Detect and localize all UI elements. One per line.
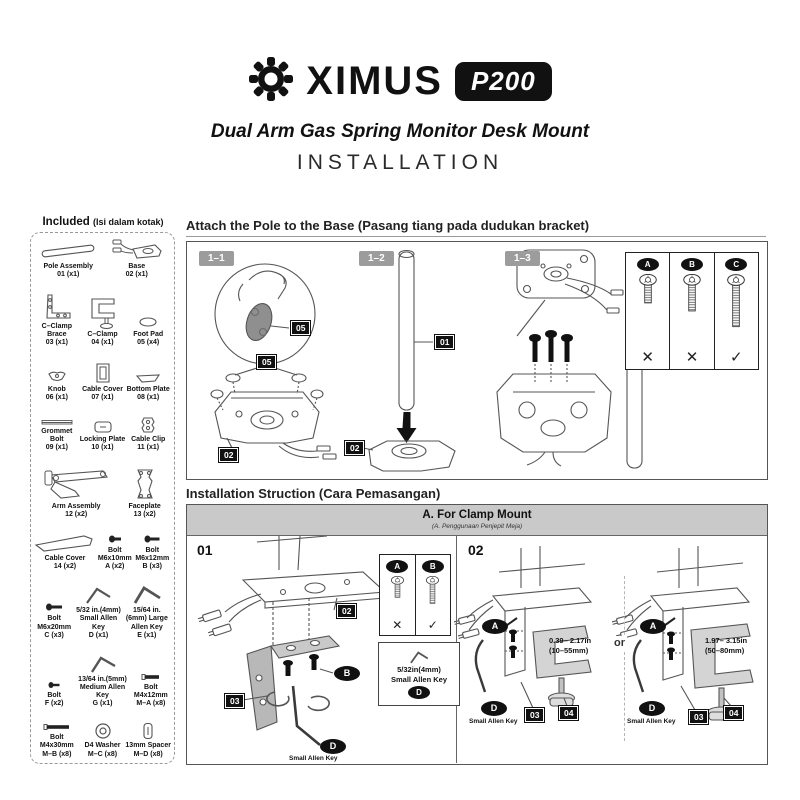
- part-name: Bolt M6x10mm: [97, 547, 132, 563]
- bolt-a-icon: [390, 576, 405, 604]
- cross-mark-icon: ✕: [685, 349, 699, 366]
- cross-mark-icon: ✕: [641, 349, 654, 366]
- clamp-range-label: [549, 636, 591, 656]
- allen-key-callout: D: [639, 701, 665, 716]
- bolt-f-icon: [47, 680, 61, 690]
- cable-callout: A: [640, 619, 666, 634]
- part-name: Cable Clip: [131, 436, 166, 444]
- allen-key-name: Small Allen Key: [391, 674, 447, 684]
- model-badge: P200: [455, 62, 552, 101]
- bolt-mb-icon: [42, 722, 72, 732]
- part-qty: 08 (x1): [137, 393, 160, 401]
- document-type: INSTALLATION: [296, 151, 504, 174]
- or-label: or: [614, 637, 625, 649]
- part-qty: M–C (x8): [87, 750, 118, 758]
- product-title: Dual Arm Gas Spring Monitor Desk Mount: [210, 121, 590, 142]
- part-name: Bolt M6x12mm: [135, 547, 170, 563]
- part-name: 15/64 in.(6mm) Large Allen Key: [125, 607, 168, 631]
- clamp-mount-header: [187, 505, 767, 536]
- part-bottom-plate: [125, 372, 171, 402]
- callout-brace: 03: [689, 710, 708, 724]
- bolt-a-icon: [107, 533, 123, 545]
- bolt-c-icon: [726, 274, 746, 336]
- part-bolt-f: [34, 680, 74, 708]
- range-mm: (50–80mm): [705, 645, 745, 655]
- part-name: Bolt M4x12mm: [133, 683, 168, 700]
- bolt-ma-icon: [140, 672, 162, 682]
- part-grommet-bolt: [34, 418, 80, 452]
- callout-base: 02: [337, 604, 356, 618]
- bolt-letter-badge: B: [422, 560, 444, 573]
- part-qty: G (x1): [92, 700, 113, 708]
- part-d4-washer: [80, 722, 126, 758]
- gear-logo-icon: [248, 56, 294, 107]
- step-01-number: 01: [197, 542, 213, 558]
- part-pole-assembly: [34, 239, 103, 279]
- callout-base: 02: [345, 441, 364, 455]
- part-qty: M–B (x8): [42, 750, 72, 758]
- part-qty: 14 (x2): [53, 563, 77, 571]
- part-bolt-a: [96, 533, 134, 571]
- bolt-b-icon: [143, 533, 161, 545]
- allen-key-letter-badge: D: [408, 686, 430, 699]
- small-allen-key-icon: [83, 585, 113, 605]
- part-qty: 13 (x2): [133, 510, 156, 518]
- bolt-check-col-b: [415, 555, 451, 635]
- part-qty: E (x1): [137, 631, 157, 639]
- part-c-clamp-brace: [34, 293, 80, 347]
- part-qty: D (x1): [88, 631, 109, 639]
- part-arm-assembly: [34, 467, 118, 519]
- variant-divider: [624, 576, 625, 741]
- callout-brace: 03: [225, 694, 244, 708]
- bolt-letter-badge: A: [386, 560, 408, 573]
- part-name: 5/32 in.(4mm) Small Allen Key: [76, 607, 121, 631]
- bolt-b-icon: [425, 576, 440, 610]
- parts-row: [34, 722, 171, 758]
- included-title: [30, 216, 176, 228]
- check-mark-icon: ✓: [730, 349, 743, 366]
- callout-clamp: 04: [559, 706, 578, 720]
- step-badge-1-2: 1–2: [359, 251, 394, 266]
- bolt-check-col-a: [626, 253, 669, 369]
- cross-mark-icon: ✕: [392, 618, 403, 632]
- part-qty: 01 (x1): [57, 271, 80, 279]
- parts-row: [34, 362, 171, 402]
- allen-key-label: Small Allen Key: [469, 718, 518, 725]
- range-mm: (10–55mm): [549, 645, 589, 655]
- part-name: 13mm Spacer: [125, 742, 171, 750]
- check-mark-icon: ✓: [427, 618, 438, 632]
- bolt-letter-badge: B: [681, 258, 703, 271]
- large-allen-key-icon: [131, 585, 163, 605]
- bolt-check-col-b: [669, 253, 713, 369]
- callout-pole: 01: [435, 335, 454, 349]
- bolt-check-box-ab: [379, 554, 451, 636]
- part-knob: [34, 370, 80, 402]
- part-qty: 05 (x4): [137, 339, 160, 347]
- allen-key-box: [378, 642, 460, 706]
- part-name: Cable Cover: [82, 385, 123, 393]
- part-name: Bolt M6x20mm: [37, 615, 72, 631]
- part-name: C–Clamp: [87, 331, 118, 339]
- part-qty: 06 (x1): [45, 393, 68, 401]
- part-cable-clip: [125, 416, 171, 452]
- part-qty: 11 (x1): [137, 444, 160, 452]
- included-parts-box: [30, 232, 175, 764]
- part-large-allen-key: [123, 585, 171, 640]
- parts-row: [34, 585, 171, 640]
- clamp-mount-panel: [186, 504, 768, 765]
- part-name: Bolt: [47, 692, 61, 700]
- part-name: Bolt M4x30mm: [39, 734, 74, 750]
- d4-washer-icon: [94, 722, 112, 740]
- part-qty: A (x2): [105, 563, 125, 571]
- part-name: D4 Washer: [84, 742, 121, 750]
- locking-plate-icon: [92, 420, 114, 434]
- arm-assembly-icon: [41, 467, 111, 501]
- part-name: Base: [128, 263, 146, 270]
- part-qty: 10 (x1): [91, 444, 114, 452]
- bolt-check-box: [625, 252, 759, 370]
- bottom-plate-icon: [135, 372, 161, 384]
- part-locking-plate: [80, 420, 126, 452]
- range-inches: 0.39– 2.17in: [549, 636, 592, 645]
- callout-brace: 03: [525, 708, 544, 722]
- bolt-letter-badge: C: [725, 258, 747, 271]
- included-title-main: Included: [42, 216, 90, 228]
- part-faceplate: [118, 467, 171, 519]
- part-bolt-ma: [131, 672, 171, 708]
- part-base: [103, 237, 172, 279]
- part-name: C–Clamp Brace: [41, 323, 72, 339]
- c-clamp-brace-icon: [42, 293, 72, 321]
- c-clamp-icon: [88, 295, 118, 329]
- allen-key-size: 5/32in(4mm): [397, 664, 441, 674]
- parts-row: [34, 293, 171, 347]
- part-cable-cover: [80, 362, 126, 402]
- part-qty: 03 (x1): [45, 339, 68, 347]
- medium-allen-key-icon: [88, 654, 118, 674]
- part-qty: 02 (x1): [125, 271, 148, 279]
- allen-key-callout: D: [320, 739, 346, 754]
- brand-logo: [0, 56, 800, 107]
- part-bolt-b: [134, 533, 172, 571]
- pole-section-title: Attach the Pole to the Base (Pasang tiang pada dudukan bracket): [186, 218, 590, 233]
- part-qty: C (x3): [44, 631, 64, 639]
- part-qty: 04 (x1): [91, 339, 114, 347]
- bolt-check-col-c: [714, 253, 758, 369]
- part-qty: F (x2): [44, 700, 64, 708]
- step-badge-1-1: 1–1: [199, 251, 234, 266]
- parts-row: [34, 416, 171, 452]
- included-title-sub: (Isi dalam kotak): [92, 217, 164, 227]
- cable-cover-long-icon: [34, 533, 96, 553]
- base-icon: [111, 237, 163, 261]
- bolt-b-icon: [682, 274, 702, 320]
- bolt-check-col-a: [380, 555, 415, 635]
- part-qty: 07 (x1): [91, 393, 114, 401]
- part-name: Grommet Bolt: [41, 428, 73, 444]
- parts-row: [34, 654, 171, 709]
- range-inches: 1.97– 3.15in: [705, 636, 748, 645]
- part-qty: 12 (x2): [65, 510, 88, 518]
- clamp-mount-title: A. For Clamp Mount: [422, 509, 532, 522]
- knob-icon: [46, 370, 68, 384]
- allen-key-icon: [408, 649, 430, 665]
- part-name: Foot Pad: [133, 331, 164, 339]
- part-foot-pad: [125, 315, 171, 347]
- callout-foot-pad: 05: [257, 355, 276, 369]
- grommet-bolt-icon: [40, 418, 74, 426]
- part-qty: 09 (x1): [45, 444, 68, 452]
- part-bolt-c: [34, 601, 74, 639]
- foot-pad-icon: [137, 315, 159, 329]
- clamp-mount-body: [187, 536, 767, 763]
- pole-section-panel: [186, 241, 768, 480]
- part-name: Cable Cover: [44, 555, 86, 563]
- part-medium-allen-key: [74, 654, 130, 709]
- faceplate-icon: [130, 467, 160, 501]
- allen-key-label: Small Allen Key: [627, 718, 676, 725]
- callout-foot-pad: 05: [291, 321, 310, 335]
- bolt-a-icon: [638, 274, 658, 312]
- brand-name: XIMUS: [306, 59, 443, 103]
- parts-row: [34, 533, 171, 571]
- part-name: Knob: [47, 385, 66, 393]
- bolt-c-icon: [45, 601, 63, 613]
- part-13mm-spacer: [125, 722, 171, 758]
- cable-cover-icon: [93, 362, 113, 384]
- spacer-icon: [142, 722, 154, 740]
- cable-callout: A: [482, 619, 508, 634]
- part-qty: M–A (x8): [136, 700, 166, 708]
- part-cable-cover-14: [34, 533, 96, 571]
- part-name: Bottom Plate: [126, 385, 170, 393]
- pole-section-divider: [186, 236, 766, 237]
- part-name: Arm Assembly: [51, 502, 101, 510]
- install-section-title: Installation Struction (Cara Pemasangan): [186, 486, 441, 501]
- step-02-number: 02: [468, 542, 484, 558]
- step-badge-1-3: 1–3: [505, 251, 540, 266]
- parts-row: [34, 237, 171, 279]
- clamp-mount-illustration: [187, 536, 764, 763]
- part-name: 13/64 in.(5mm) Medium Allen Key: [78, 675, 127, 700]
- pole-assembly-icon: [40, 239, 96, 261]
- part-c-clamp: [80, 295, 126, 347]
- callout-base: 02: [219, 448, 238, 462]
- part-name: Locking Plate: [79, 436, 126, 444]
- header: [0, 56, 800, 175]
- part-bolt-mb: [34, 722, 80, 758]
- allen-key-callout: D: [481, 701, 507, 716]
- cable-clip-icon: [140, 416, 156, 434]
- bolt-b-callout: B: [334, 666, 360, 681]
- part-qty: B (x3): [142, 563, 162, 571]
- part-name: Pole Assembly: [43, 263, 94, 270]
- parts-row: [34, 467, 171, 519]
- part-small-allen-key: [74, 585, 122, 640]
- allen-key-label: Small Allen Key: [289, 755, 338, 762]
- part-qty: M–D (x8): [133, 750, 163, 758]
- part-name: Faceplate: [128, 502, 161, 510]
- callout-clamp: 04: [724, 706, 743, 720]
- clamp-range-label: [705, 636, 747, 656]
- clamp-mount-subtitle: (A. Penggunaan Penjepit Meja): [431, 523, 523, 530]
- bolt-letter-badge: A: [637, 258, 659, 271]
